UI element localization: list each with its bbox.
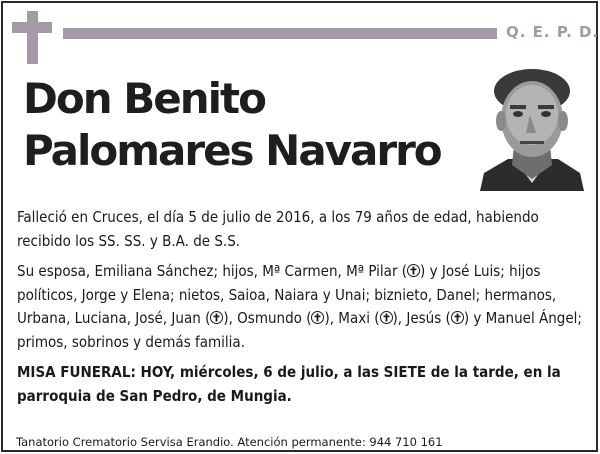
cross-icon	[451, 311, 464, 324]
portrait-photo	[480, 65, 584, 191]
family-text-5: ), Jesús (	[392, 309, 451, 327]
deceased-name	[23, 73, 441, 177]
deceased-name-line1: Don Benito	[23, 74, 265, 123]
family-text-4: ), Maxi (	[324, 309, 380, 327]
death-notice-paragraph: Falleció en Cruces, el día 5 de julio de 2016, a los 79 años de edad, habiendo recibido los SS. SS. y B.A. de S.S.	[17, 208, 539, 250]
cross-icon	[311, 311, 324, 324]
funeral-paragraph: MISA FUNERAL: HOY, miércoles, 6 de julio, a las SIETE de la tarde, en la parroquia de San Pedro, de Mungia.	[17, 363, 561, 405]
family-text-6: ) y Manuel Ángel; primos, sobrinos y demás familia.	[17, 309, 582, 351]
qepd-label: Q. E. P. D.	[506, 23, 600, 41]
cross-icon	[407, 264, 420, 277]
cross-icon	[210, 311, 223, 324]
header-bar	[63, 28, 497, 39]
cross-icon-vertical	[27, 11, 38, 64]
notice-body	[17, 206, 587, 415]
footer-contact: Tanatorio Crematorio Servisa Erandio. Atención permanente: 944 710 161	[16, 435, 443, 449]
deceased-name-line2: Palomares Navarro	[23, 126, 441, 175]
obituary-card	[1, 1, 598, 452]
family-text-3: ), Osmundo (	[223, 309, 312, 327]
cross-icon	[380, 311, 393, 324]
family-paragraph	[17, 260, 587, 354]
family-text-2: ) y José Luis; hijos políticos, Jorge y Elena; nietos, Saioa, Naiara y Unai; biznieto, Danel; hermanos, Urbana, Luciana, José, Juan (	[17, 262, 557, 327]
cross-icon-horizontal	[12, 22, 52, 33]
family-text-1: Su esposa, Emiliana Sánchez; hijos, Mª Carmen, Mª Pilar (	[17, 262, 408, 280]
